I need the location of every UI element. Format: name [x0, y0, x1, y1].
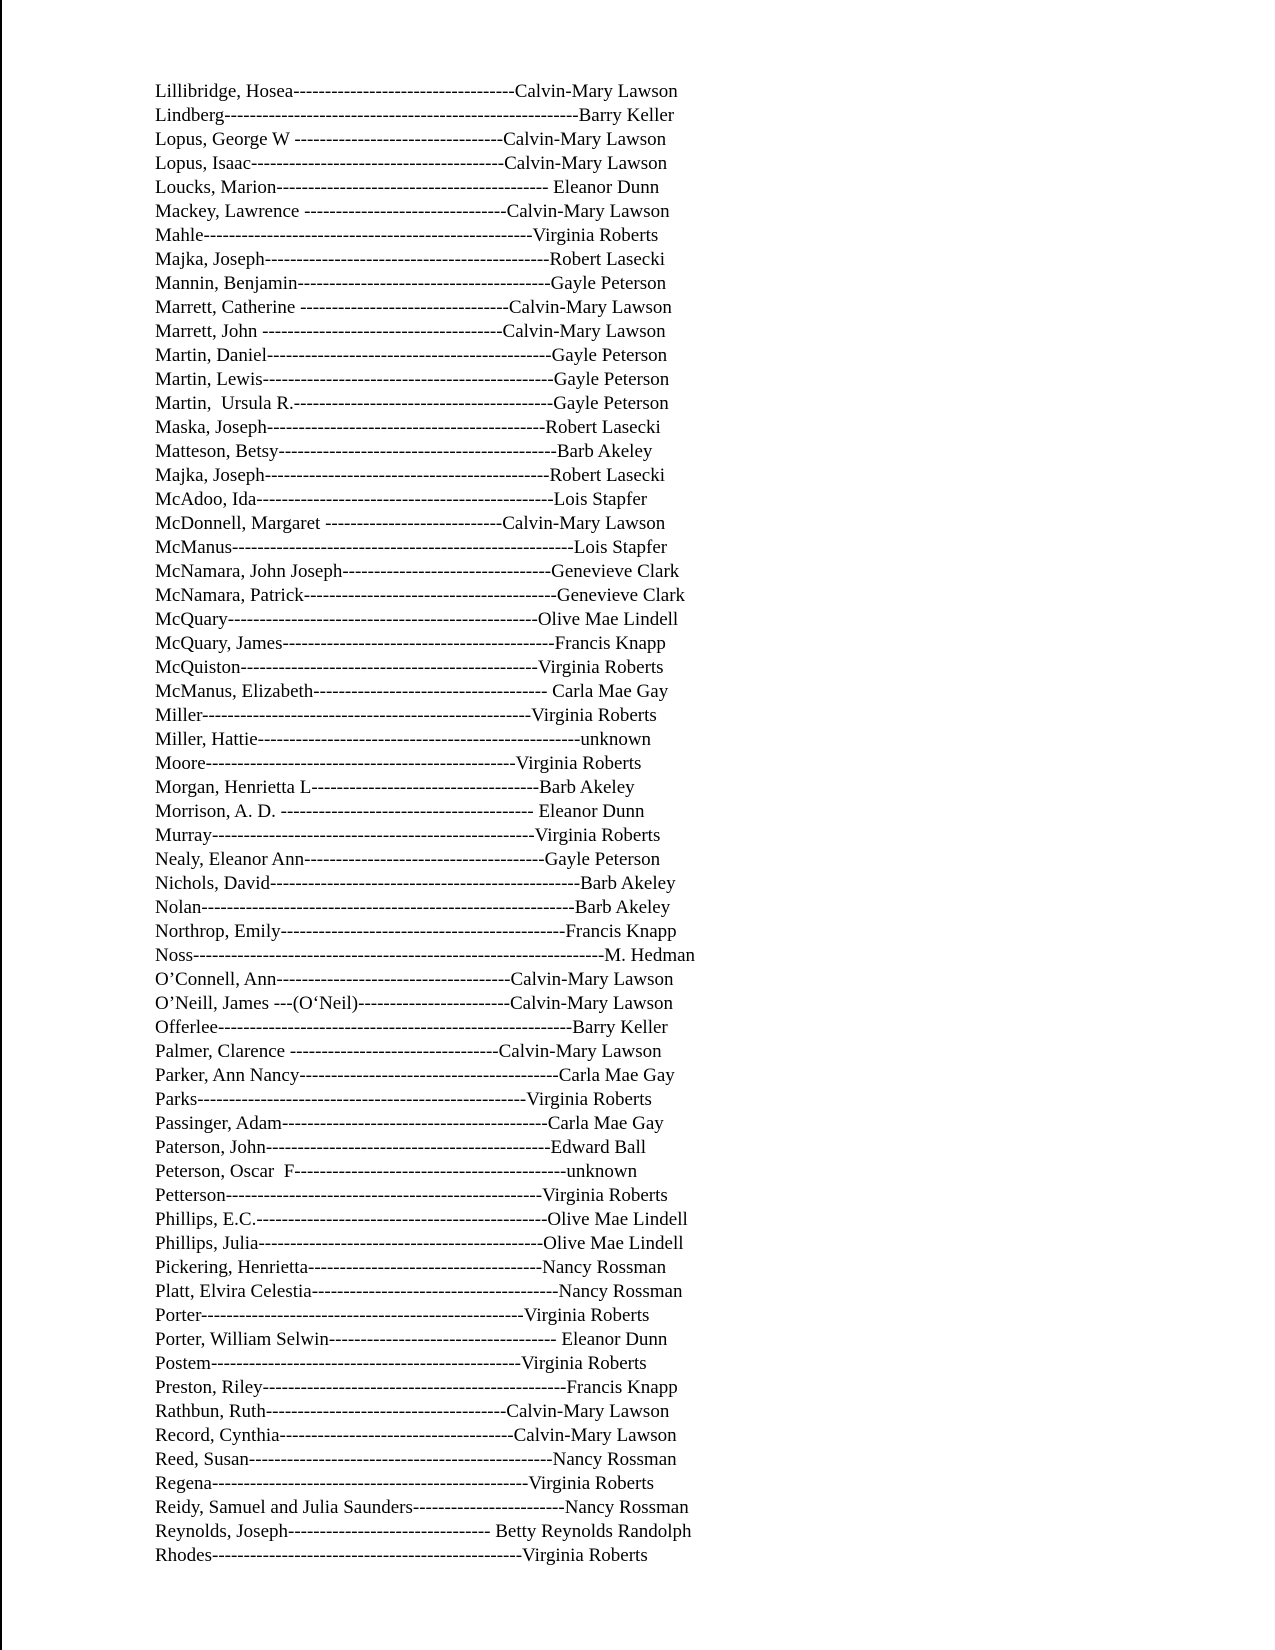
- list-entry: McNamara, Patrick----------------------------------------Genevieve Clark: [155, 585, 686, 606]
- list-entry: Petterson--------------------------------------------------Virginia Roberts: [155, 1185, 668, 1206]
- list-entry: Marrett, John --------------------------------------Calvin-Mary Lawson: [155, 321, 666, 342]
- list-entry: Moore-------------------------------------------------Virginia Roberts: [155, 753, 642, 774]
- list-entry: Loucks, Marion------------------------------------------- Eleanor Dunn: [155, 177, 660, 198]
- list-entry: Rhodes-------------------------------------------------Virginia Roberts: [155, 1545, 648, 1566]
- list-entry: Northrop, Emily---------------------------------------------Francis Knapp: [155, 921, 677, 942]
- list-entry: Platt, Elvira Celestia---------------------------------------Nancy Rossman: [155, 1281, 683, 1302]
- list-entry: Martin, Ursula R.-----------------------------------------Gayle Peterson: [155, 393, 669, 414]
- list-entry: Matteson, Betsy--------------------------------------------Barb Akeley: [155, 441, 653, 462]
- list-entry: Lillibridge, Hosea-----------------------------------Calvin-Mary Lawson: [155, 81, 678, 102]
- list-entry: McQuary, James-------------------------------------------Francis Knapp: [155, 633, 666, 654]
- list-entry: Porter---------------------------------------------------Virginia Roberts: [155, 1305, 650, 1326]
- list-entry: Porter, William Selwin------------------------------------ Eleanor Dunn: [155, 1329, 668, 1350]
- list-entry: Offerlee--------------------------------------------------------Barry Keller: [155, 1017, 668, 1038]
- list-entry: Parker, Ann Nancy-----------------------------------------Carla Mae Gay: [155, 1065, 675, 1086]
- list-entry: Nolan-----------------------------------------------------------Barb Akeley: [155, 897, 671, 918]
- list-entry: Parks----------------------------------------------------Virginia Roberts: [155, 1089, 652, 1110]
- list-entry: Postem-------------------------------------------------Virginia Roberts: [155, 1353, 647, 1374]
- list-entry: Maska, Joseph--------------------------------------------Robert Lasecki: [155, 417, 661, 438]
- list-entry: Phillips, Julia---------------------------------------------Olive Mae Lindell: [155, 1233, 684, 1254]
- list-entry: Martin, Daniel---------------------------------------------Gayle Peterson: [155, 345, 668, 366]
- list-entry: Marrett, Catherine ---------------------------------Calvin-Mary Lawson: [155, 297, 672, 318]
- list-entry: Pickering, Henrietta-------------------------------------Nancy Rossman: [155, 1257, 667, 1278]
- list-entry: McAdoo, Ida-----------------------------------------------Lois Stapfer: [155, 489, 648, 510]
- list-entry: Paterson, John---------------------------------------------Edward Ball: [155, 1137, 647, 1158]
- list-entry: McManus, Elizabeth------------------------------------- Carla Mae Gay: [155, 681, 669, 702]
- list-entry: McQuiston-----------------------------------------------Virginia Roberts: [155, 657, 664, 678]
- list-entry: O’Neill, James ---(O‘Neil)------------------------Calvin-Mary Lawson: [155, 993, 674, 1014]
- list-entry: McQuary-------------------------------------------------Olive Mae Lindell: [155, 609, 679, 630]
- list-entry: Morgan, Henrietta L------------------------------------Barb Akeley: [155, 777, 635, 798]
- list-entry: Murray---------------------------------------------------Virginia Roberts: [155, 825, 661, 846]
- list-entry: McNamara, John Joseph---------------------------------Genevieve Clark: [155, 561, 680, 582]
- list-entry: McManus------------------------------------------------------Lois Stapfer: [155, 537, 668, 558]
- list-entry: Nealy, Eleanor Ann--------------------------------------Gayle Peterson: [155, 849, 661, 870]
- list-entry: Morrison, A. D. ---------------------------------------- Eleanor Dunn: [155, 801, 645, 822]
- name-contributor-list: [155, 80, 755, 1568]
- list-entry: Palmer, Clarence ---------------------------------Calvin-Mary Lawson: [155, 1041, 662, 1062]
- list-entry: Lopus, George W ---------------------------------Calvin-Mary Lawson: [155, 129, 667, 150]
- list-entry: Nichols, David-------------------------------------------------Barb Akeley: [155, 873, 676, 894]
- list-entry: Lopus, Isaac----------------------------------------Calvin-Mary Lawson: [155, 153, 668, 174]
- list-entry: Preston, Riley------------------------------------------------Francis Knapp: [155, 1377, 678, 1398]
- list-entry: Mackey, Lawrence --------------------------------Calvin-Mary Lawson: [155, 201, 670, 222]
- list-entry: Mahle----------------------------------------------------Virginia Roberts: [155, 225, 659, 246]
- list-entry: Record, Cynthia-------------------------------------Calvin-Mary Lawson: [155, 1425, 677, 1446]
- list-entry: O’Connell, Ann-------------------------------------Calvin-Mary Lawson: [155, 969, 674, 990]
- list-entry: Passinger, Adam------------------------------------------Carla Mae Gay: [155, 1113, 664, 1134]
- list-entry: Reidy, Samuel and Julia Saunders------------------------Nancy Rossman: [155, 1497, 689, 1518]
- list-entry: Martin, Lewis----------------------------------------------Gayle Peterson: [155, 369, 670, 390]
- list-entry: Majka, Joseph---------------------------------------------Robert Lasecki: [155, 249, 666, 270]
- list-entry: Miller, Hattie---------------------------------------------------unknown: [155, 729, 652, 750]
- list-entry: Mannin, Benjamin----------------------------------------Gayle Peterson: [155, 273, 667, 294]
- list-entry: Peterson, Oscar F-------------------------------------------unknown: [155, 1161, 638, 1182]
- list-entry: Rathbun, Ruth--------------------------------------Calvin-Mary Lawson: [155, 1401, 670, 1422]
- list-entry: Reed, Susan------------------------------------------------Nancy Rossman: [155, 1449, 677, 1470]
- list-entry: Lindberg--------------------------------------------------------Barry Keller: [155, 105, 675, 126]
- list-entry: Reynolds, Joseph-------------------------------- Betty Reynolds Randolph: [155, 1521, 692, 1542]
- list-entry: Noss-----------------------------------------------------------------M. Hedman: [155, 945, 696, 966]
- list-entry: Miller----------------------------------------------------Virginia Roberts: [155, 705, 657, 726]
- list-entry: McDonnell, Margaret ----------------------------Calvin-Mary Lawson: [155, 513, 666, 534]
- list-entry: Regena--------------------------------------------------Virginia Roberts: [155, 1473, 655, 1494]
- list-entry: Phillips, E.C.----------------------------------------------Olive Mae Lindell: [155, 1209, 688, 1230]
- list-entry: Majka, Joseph---------------------------------------------Robert Lasecki: [155, 465, 666, 486]
